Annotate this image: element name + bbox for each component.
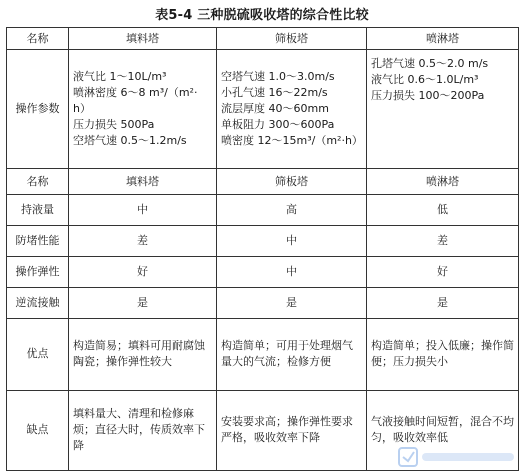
table-row-countercurrent xyxy=(7,288,519,319)
param-line: 空塔气速 0.5～1.2m/s xyxy=(73,134,187,148)
cell-spray: 好 xyxy=(367,256,519,287)
header-row xyxy=(7,28,519,50)
table-row-liquid-holdup xyxy=(7,194,519,225)
table-row-advantages xyxy=(7,319,519,391)
cell-sieve: 是 xyxy=(217,288,367,319)
cell-spray: 构造简单；投入低廉；操作简便；压力损失小 xyxy=(367,319,519,391)
comparison-table xyxy=(6,27,519,471)
header-cell-spray: 喷淋塔 xyxy=(367,28,519,50)
header2-cell-packed: 填料塔 xyxy=(69,169,217,195)
table-row-flexibility xyxy=(7,256,519,287)
param-line: 液气比 1～10L/m³ xyxy=(73,70,167,84)
cell-packed: 构造简易；填料可用耐腐蚀陶瓷；操作弹性较大 xyxy=(69,319,217,391)
header2-cell-spray: 喷淋塔 xyxy=(367,169,519,195)
params-row xyxy=(7,50,519,169)
header2-cell-name: 名称 xyxy=(7,169,69,195)
table-row-anti-clog xyxy=(7,225,519,256)
cell-packed: 差 xyxy=(69,225,217,256)
header2-cell-sieve: 筛板塔 xyxy=(217,169,367,195)
header-cell-packed: 填料塔 xyxy=(69,28,217,50)
row-label: 操作弹性 xyxy=(7,256,69,287)
cell-packed: 填料量大、清理和检修麻烦；直径大时，传质效率下降 xyxy=(69,390,217,470)
param-line: h） xyxy=(73,102,91,116)
param-line: 压力损失 100～200Pa xyxy=(371,89,485,103)
param-line: 单板阻力 300～600Pa xyxy=(221,118,335,132)
param-line: 喷淋密度 6～8 m³/（m²· xyxy=(73,86,198,100)
watermark-logo xyxy=(398,445,518,469)
row-label: 优点 xyxy=(7,319,69,391)
cell-spray: 低 xyxy=(367,194,519,225)
param-line: 压力损失 500Pa xyxy=(73,118,155,132)
row-label: 防堵性能 xyxy=(7,225,69,256)
cell-sieve: 高 xyxy=(217,194,367,225)
param-line: 孔塔气速 0.5～2.0 m/s xyxy=(371,57,489,71)
header-cell-name: 名称 xyxy=(7,28,69,50)
param-line: 流层厚度 40～60mm xyxy=(221,102,329,116)
params-packed xyxy=(69,50,217,169)
cell-sieve: 安装要求高；操作弹性要求严格，吸收效率下降 xyxy=(217,390,367,470)
header-row-2 xyxy=(7,169,519,195)
row-label: 缺点 xyxy=(7,390,69,470)
header-cell-sieve: 筛板塔 xyxy=(217,28,367,50)
cell-sieve: 中 xyxy=(217,256,367,287)
params-label: 操作参数 xyxy=(7,50,69,169)
param-line: 空塔气速 1.0～3.0m/s xyxy=(221,70,335,84)
cell-packed: 是 xyxy=(69,288,217,319)
cell-packed: 中 xyxy=(69,194,217,225)
cell-spray: 是 xyxy=(367,288,519,319)
param-line: 液气比 0.6～1.0L/m³ xyxy=(371,73,479,87)
cell-spray: 气液接触时间短暂，混合不均匀，吸收效率低 xyxy=(367,390,519,470)
row-label: 持液量 xyxy=(7,194,69,225)
cell-spray: 差 xyxy=(367,225,519,256)
params-spray xyxy=(367,50,519,169)
cell-packed: 好 xyxy=(69,256,217,287)
params-sieve xyxy=(217,50,367,169)
row-label: 逆流接触 xyxy=(7,288,69,319)
cell-sieve: 构造简单；可用于处理烟气量大的气流；检修方便 xyxy=(217,319,367,391)
table-title: 表5-4 三种脱硫吸收塔的综合性比较 xyxy=(155,8,369,23)
cell-sieve: 中 xyxy=(217,225,367,256)
param-line: 小孔气速 16～22m/s xyxy=(221,86,328,100)
param-line: 喷密度 12～15m³/（m²·h） xyxy=(221,134,363,148)
